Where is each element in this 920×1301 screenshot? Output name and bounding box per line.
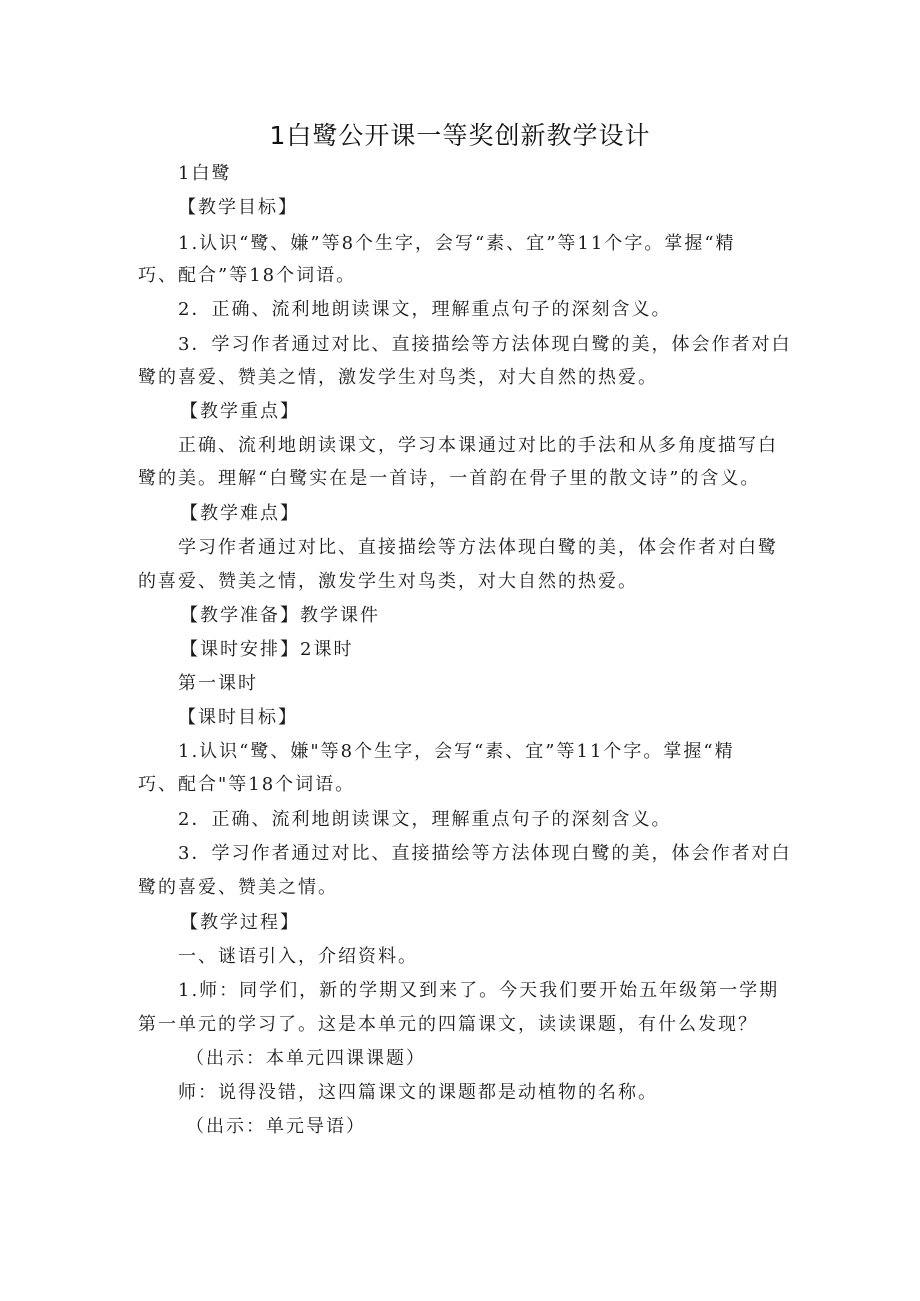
paragraph-line: （出示：本单元四课课题） bbox=[186, 1048, 426, 1069]
section-heading-preparation: 【教学准备】教学课件 bbox=[180, 605, 380, 626]
paragraph-line: 师：说得没错，这四篇课文的课题都是动植物的名称。 bbox=[178, 1082, 658, 1103]
paragraph-line: 3．学习作者通过对比、直接描绘等方法体现白鹭的美，体会作者对白 bbox=[178, 334, 792, 355]
paragraph-line: （出示：单元导语） bbox=[186, 1116, 366, 1137]
paragraph-line: 正确、流利地朗读课文，学习本课通过对比的手法和从多角度描写白 bbox=[178, 435, 778, 456]
paragraph-line: 3．学习作者通过对比、直接描绘等方法体现白鹭的美，体会作者对白 bbox=[178, 843, 792, 864]
document-title: 1白鹭公开课一等奖创新教学设计 bbox=[269, 121, 651, 150]
section-heading-process: 【教学过程】 bbox=[180, 912, 300, 933]
paragraph-line: 1.认识“鹭、嫌”等8个生字，会写“素、宜”等11个字。掌握“精 bbox=[178, 233, 736, 254]
paragraph-line: 2．正确、流利地朗读课文，理解重点句子的深刻含义。 bbox=[178, 299, 672, 320]
paragraph-line: 1.认识“鹭、嫌"等8个生字，会写“素、宜”等11个字。掌握“精 bbox=[178, 741, 735, 762]
paragraph-line: 一、谜语引入，介绍资料。 bbox=[178, 946, 418, 967]
paragraph-line: 第一单元的学习了。这是本单元的四篇课文，读读课题，有什么发现？ bbox=[138, 1014, 758, 1035]
paragraph-line: 鹭的喜爱、赞美之情。 bbox=[138, 877, 338, 898]
paragraph-line: 鹭的喜爱、赞美之情，激发学生对鸟类，对大自然的热爱。 bbox=[138, 367, 658, 388]
section-heading-objectives: 【教学目标】 bbox=[178, 197, 298, 218]
paragraph-line: 的喜爱、赞美之情，激发学生对鸟类，对大自然的热爱。 bbox=[138, 571, 638, 592]
lesson-period-heading: 第一课时 bbox=[178, 673, 258, 694]
section-heading-difficulties: 【教学难点】 bbox=[180, 503, 300, 524]
paragraph-line: 鹭的美。理解“白鹭实在是一首诗，一首韵在骨子里的散文诗”的含义。 bbox=[138, 468, 761, 489]
section-heading-key-points: 【教学重点】 bbox=[180, 401, 300, 422]
paragraph-line: 巧、配合"等18个词语。 bbox=[138, 774, 356, 795]
section-heading-schedule: 【课时安排】2课时 bbox=[180, 639, 354, 660]
paragraph-line: 2．正确、流利地朗读课文，理解重点句子的深刻含义。 bbox=[178, 809, 672, 830]
section-heading-period-objectives: 【课时目标】 bbox=[178, 707, 298, 728]
paragraph-line: 学习作者通过对比、直接描绘等方法体现白鹭的美，体会作者对白鹭 bbox=[178, 537, 778, 558]
paragraph-line: 1.师：同学们，新的学期又到来了。今天我们要开始五年级第一学期 bbox=[178, 980, 780, 1001]
lesson-heading: 1白鹭 bbox=[178, 163, 232, 184]
paragraph-line: 巧、配合”等18个词语。 bbox=[138, 265, 357, 286]
